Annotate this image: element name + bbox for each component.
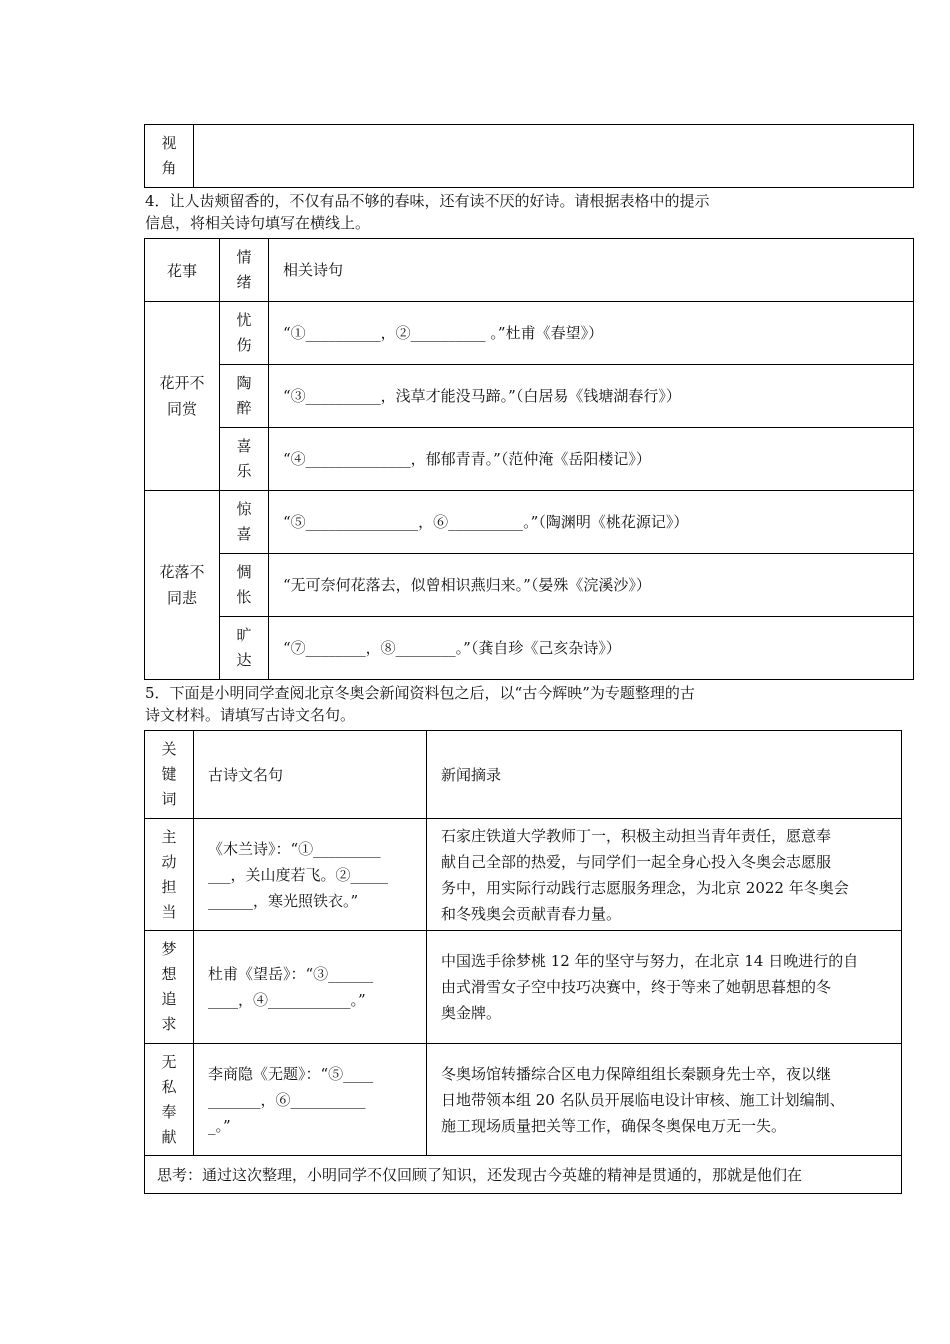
q4-emotion-cell [220,428,269,491]
q5-news-cell [427,1044,902,1156]
q4-header-event: 花事 [145,239,220,302]
q4-emotion-cell [220,491,269,554]
top-table [144,124,914,188]
keyword-char: 求 [161,1015,177,1033]
table-row [145,819,902,931]
table-row [145,1156,902,1194]
q4-emotion-cell [220,554,269,617]
q4-prompt-line: 信息，将相关诗句填写在横线上。 [145,214,371,232]
news-line: 由式滑雪女子空中技巧决赛中，终于等来了她朝思暮想的冬 [441,978,832,996]
q5-header-news: 新闻摘录 [427,731,902,819]
quote-line: 杜甫《望岳》：“③______ [208,965,374,983]
top-table-label-cell [145,125,194,188]
q5-news-cell [427,931,902,1044]
q4-prompt-line: 4．让人齿颊留香的，不仅有品不够的春味，还有读不厌的好诗。请根据表格中的提示 [145,192,710,210]
q5-news-cell [427,819,902,931]
q4-poem-cell: “③__________，浅草才能没马蹄。”（白居易《钱塘湖春行》） [269,365,914,428]
table-row [145,491,914,554]
keyword-char: 主 [161,827,177,846]
keyword-char: 动 [161,852,177,871]
keyword-char: 梦 [161,940,177,958]
table-row [145,931,902,1044]
keyword-char: 无 [161,1052,177,1071]
keyword-char: 担 [161,877,177,896]
q4-header-poem: 相关诗句 [269,239,914,302]
q5-table [144,730,902,1194]
news-line: 务中，用实际行动践行志愿服务理念，为北京 2022 年冬奥会 [441,878,849,897]
news-line: 施工现场质量把关等工作，确保冬奥保电万无一失。 [441,1116,787,1135]
keyword-char: 私 [161,1077,177,1096]
emotion-char: 惊 [236,500,252,518]
table-row [145,365,914,428]
top-label-char: 视 [161,134,177,152]
top-label-char: 角 [161,159,177,177]
emotion-char: 陶 [236,374,252,392]
q4-poem-cell: “④______________，郁郁青青。”（范仲淹《岳阳楼记》） [269,428,914,491]
keyword-char: 献 [161,1127,177,1146]
emotion-char: 忧 [236,311,252,329]
table-row [145,239,914,302]
quote-line: ____，④___________。” [208,991,366,1009]
q5-keyword-cell [145,1044,194,1156]
q4-emotion-cell [220,302,269,365]
q4-header-emotion [220,239,269,302]
q5-header-quote: 古诗文名句 [194,731,427,819]
emotion-char: 醉 [236,399,252,417]
header-char: 词 [161,790,177,808]
quote-line: 李商隐《无题》：“⑤____ [208,1064,374,1083]
q4-emotion-cell [220,617,269,680]
q5-prompt-line: 5．下面是小明同学查阅北京冬奥会新闻资料包之后，以“古今辉映”为专题整理的古 [145,684,695,702]
emotion-char: 乐 [236,462,252,480]
q5-think-cell: 思考：通过这次整理，小明同学不仅回顾了知识，还发现古今英雄的精神是贯通的，那就是他们在 [145,1156,902,1194]
q5-prompt [145,682,825,726]
header-char: 绪 [236,273,252,291]
q5-header-keyword [145,731,194,819]
news-line: 石家庄铁道大学教师丁一，积极主动担当青年责任，愿意奉 [441,826,832,845]
header-char: 关 [161,740,177,758]
quote-line: _。” [208,1116,231,1135]
q5-keyword-cell [145,819,194,931]
quote-line: 《木兰诗》：“①_________ [208,839,381,858]
q4-poem-cell: “⑤_______________，⑥__________。”（陶渊明《桃花源记》） [269,491,914,554]
q4-table [144,238,914,680]
table-row [145,1044,902,1156]
q4-poem-cell: “⑦________，⑧________。”（龚自珍《己亥杂诗》） [269,617,914,680]
q4-emotion-cell [220,365,269,428]
table-row [145,302,914,365]
q5-quote-cell [194,1044,427,1156]
news-line: 冬奥场馆转播综合区电力保障组组长秦颢身先士卒，夜以继 [441,1064,832,1083]
news-line: 日地带领本组 20 名队员开展临电设计审核、施工计划编制、 [441,1090,845,1109]
header-char: 键 [161,765,177,783]
emotion-char: 喜 [236,437,252,455]
news-line: 和冬残奥会贡献青春力量。 [441,904,622,923]
q5-prompt-line: 诗文材料。请填写古诗文名句。 [145,706,356,724]
news-line: 奥金牌。 [441,1004,502,1022]
news-line: 献自己全部的热爱，与同学们一起全身心投入冬奥会志愿服 [441,852,832,871]
keyword-char: 追 [161,990,177,1008]
emotion-char: 惆 [236,563,252,581]
keyword-char: 想 [161,965,177,983]
q4-poem-cell: “①__________，②__________ 。”杜甫《春望》） [269,302,914,365]
q5-quote-cell [194,931,427,1044]
table-row [145,554,914,617]
emotion-char: 怅 [236,588,252,606]
emotion-char: 喜 [236,525,252,543]
keyword-char: 奉 [161,1102,177,1121]
q4-prompt [145,190,825,234]
q4-poem-cell: “无可奈何花落去，似曾相识燕归来。”（晏殊《浣溪沙》） [269,554,914,617]
quote-line: _______，⑥__________ [208,1090,366,1109]
q4-event-label: 花开不同赏 [159,374,205,418]
news-line: 中国选手徐梦桃 12 年的坚守与努力，在北京 14 日晚进行的自 [441,952,859,970]
table-row [145,428,914,491]
table-row [145,617,914,680]
emotion-char: 伤 [236,336,252,354]
table-row [145,731,902,819]
keyword-char: 当 [161,902,177,921]
header-char: 情 [236,248,252,266]
emotion-char: 达 [236,651,252,669]
q4-event-cell [145,491,220,680]
q5-quote-cell [194,819,427,931]
emotion-char: 旷 [236,626,252,644]
quote-line: ______，寒光照铁衣。” [208,891,359,910]
q4-event-cell [145,302,220,491]
q5-keyword-cell [145,931,194,1044]
top-table-content-cell [194,125,914,188]
quote-line: ___，关山度若飞。②_____ [208,865,389,884]
q4-event-label: 花落不同悲 [159,563,205,607]
